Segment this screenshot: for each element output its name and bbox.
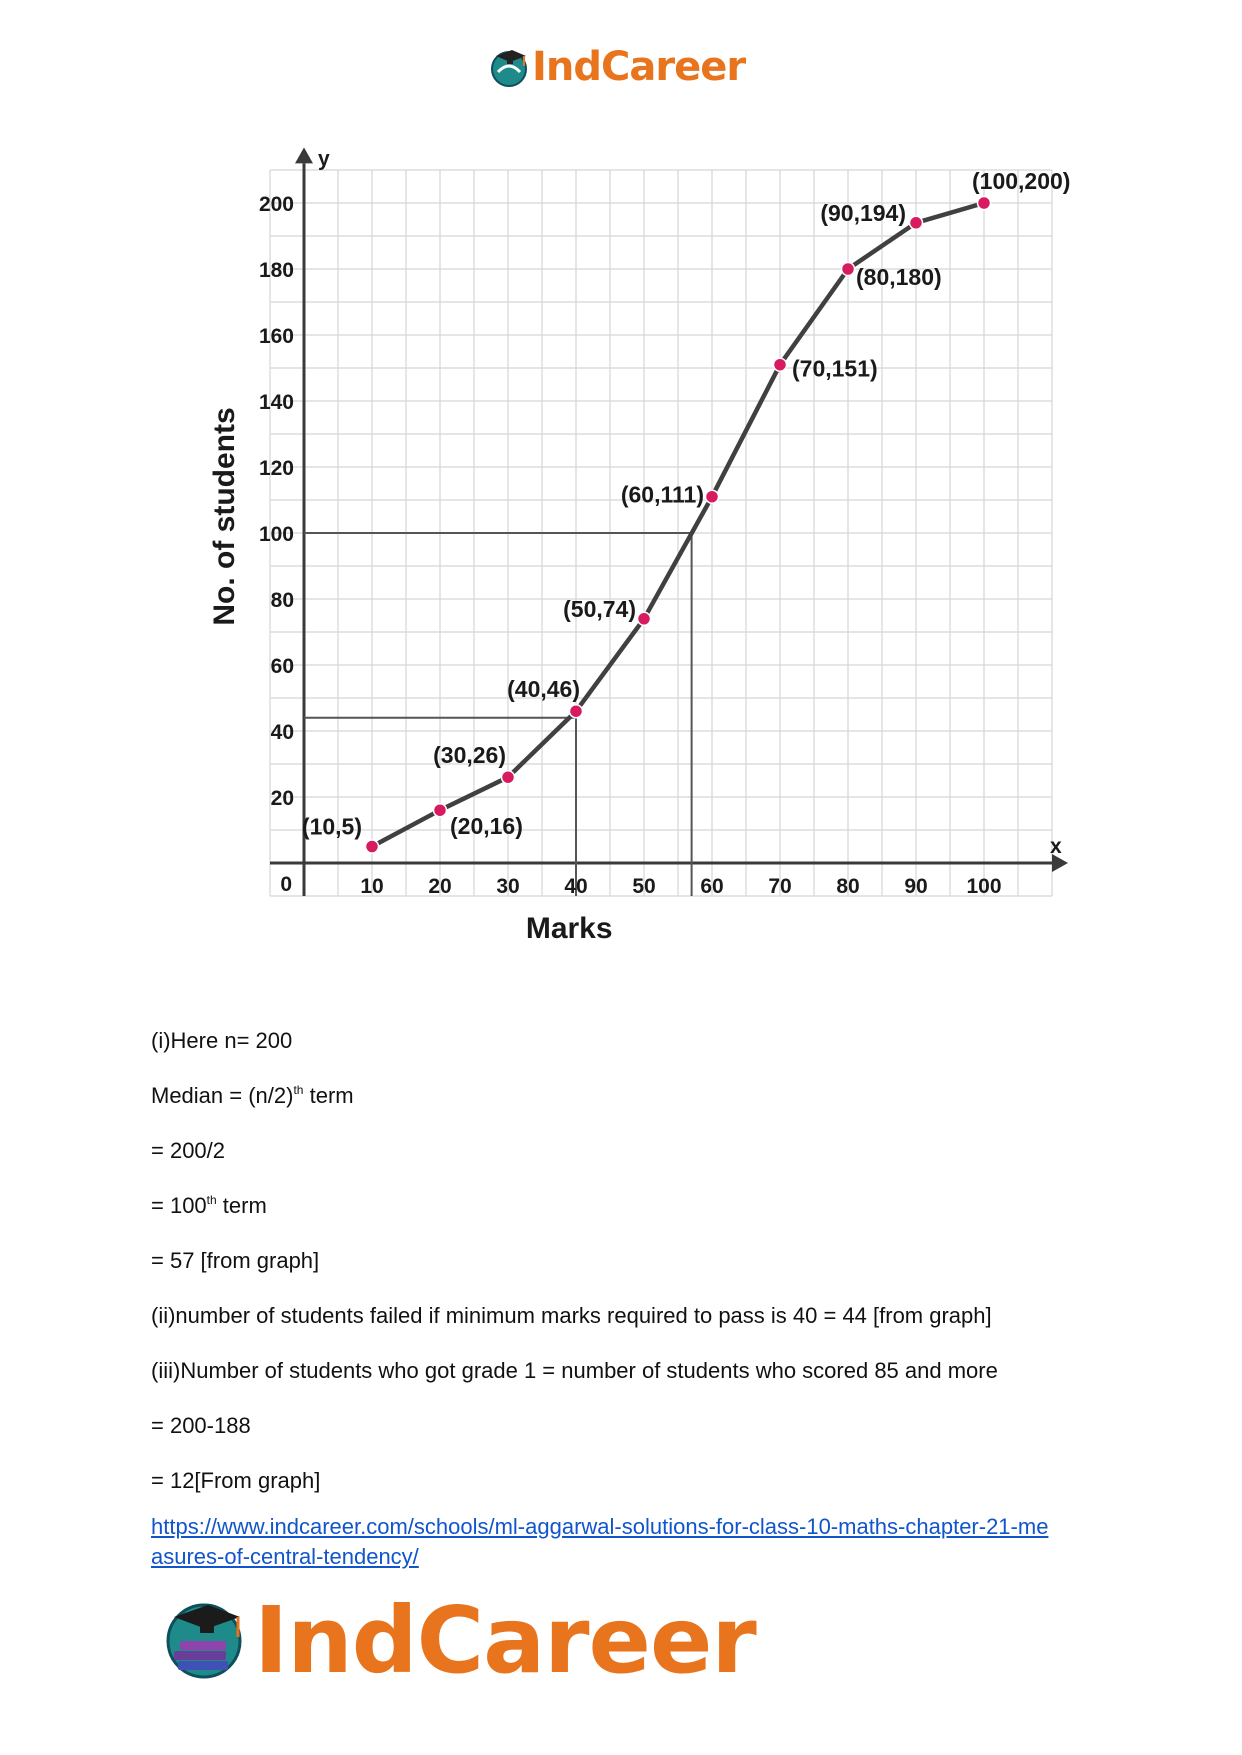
header-logo-text: IndCareer bbox=[532, 44, 746, 90]
graduation-books-icon bbox=[160, 1595, 250, 1685]
solution-line-6: (ii)number of students failed if minimum marks required to pass is 40 = 44 [from graph] bbox=[151, 1303, 992, 1328]
point-label: (100,200) bbox=[972, 168, 1071, 194]
solution-line-4: = 100th term bbox=[151, 1193, 267, 1218]
x-tick-label: 30 bbox=[496, 875, 520, 898]
y-tick-label: 140 bbox=[258, 391, 294, 414]
data-point bbox=[638, 612, 651, 625]
point-label: (20,16) bbox=[450, 813, 523, 840]
ogive-chart-svg bbox=[200, 147, 1080, 980]
x-tick-label: 50 bbox=[632, 875, 656, 898]
x-tick-label: 80 bbox=[836, 875, 860, 898]
source-link-part-2[interactable]: asures-of-central-tendency/ bbox=[151, 1544, 419, 1569]
x-tick-label: 20 bbox=[428, 875, 452, 898]
y-tick-label: 20 bbox=[270, 787, 294, 810]
x-tick-label: 100 bbox=[966, 875, 1002, 898]
solution-line-9: = 12[From graph] bbox=[151, 1468, 321, 1493]
solution-line-2: Median = $(n/2)^{th}$ term bbox=[151, 1083, 354, 1108]
y-tick-label: 60 bbox=[270, 655, 294, 678]
point-label: (40,46) bbox=[507, 676, 580, 703]
solution-line-1: (i)Here n= 200 bbox=[151, 1028, 293, 1053]
header-logo bbox=[488, 42, 745, 92]
y-tick-label: 120 bbox=[258, 457, 294, 480]
point-label: (80,180) bbox=[856, 264, 942, 290]
x-tick-label: 90 bbox=[904, 875, 928, 898]
solution-text bbox=[151, 1030, 1111, 1525]
x-axis-title: Marks bbox=[525, 912, 613, 945]
x-tick-label: 10 bbox=[360, 875, 384, 898]
y-tick-label: 80 bbox=[270, 589, 294, 612]
y-tick-label: 180 bbox=[258, 259, 294, 282]
data-point bbox=[978, 197, 991, 210]
point-label: (30,26) bbox=[433, 742, 506, 769]
footer-logo-text: IndCareer bbox=[254, 1586, 756, 1694]
point-label: (70,151) bbox=[792, 355, 878, 382]
data-point bbox=[706, 490, 719, 503]
point-label: (60,111) bbox=[620, 481, 704, 508]
solution-line-7: (iii)Number of students who got grade 1 = number of students who scored 85 and more bbox=[151, 1358, 998, 1383]
source-link-part-1[interactable]: https://www.indcareer.com/schools/ml-aggarwal-solutions-for-class-10-maths-chapter-21-me bbox=[151, 1514, 1049, 1539]
ogive-chart bbox=[200, 147, 1080, 980]
y-tick-label: 200 bbox=[258, 193, 294, 216]
chart-axes bbox=[270, 147, 1071, 896]
graduation-globe-icon bbox=[488, 46, 530, 88]
data-point bbox=[842, 263, 855, 276]
y-tick-label: 40 bbox=[270, 721, 294, 744]
point-label: (90,194) bbox=[820, 199, 906, 226]
y-axis-title: No. of students bbox=[208, 407, 241, 626]
reference-lines bbox=[301, 533, 692, 896]
data-point bbox=[434, 804, 447, 817]
point-label: (10,5) bbox=[301, 813, 362, 840]
data-point bbox=[502, 771, 515, 784]
solution-line-8: = 200-188 bbox=[151, 1413, 251, 1438]
tick-labels bbox=[259, 193, 1002, 898]
origin-label: 0 bbox=[280, 873, 292, 896]
solution-line-3: = 200/2 bbox=[151, 1138, 226, 1163]
footer-logo bbox=[160, 1585, 756, 1695]
y-tick-label: 160 bbox=[258, 325, 294, 348]
point-label: (50,74) bbox=[563, 595, 636, 622]
data-point bbox=[366, 840, 379, 853]
data-point bbox=[570, 705, 583, 718]
x-tick-label: 40 bbox=[564, 875, 588, 898]
solution-line-5: = 57 [from graph] bbox=[151, 1248, 320, 1273]
source-link[interactable] bbox=[151, 1512, 1111, 1572]
y-tick-label: 100 bbox=[258, 523, 294, 546]
x-axis-letter: x bbox=[1050, 835, 1062, 858]
data-point bbox=[910, 216, 923, 229]
x-tick-label: 70 bbox=[768, 875, 792, 898]
x-tick-label: 60 bbox=[700, 875, 724, 898]
data-point bbox=[774, 358, 787, 371]
y-axis-arrow bbox=[295, 147, 313, 163]
y-axis-letter: y bbox=[318, 147, 330, 171]
